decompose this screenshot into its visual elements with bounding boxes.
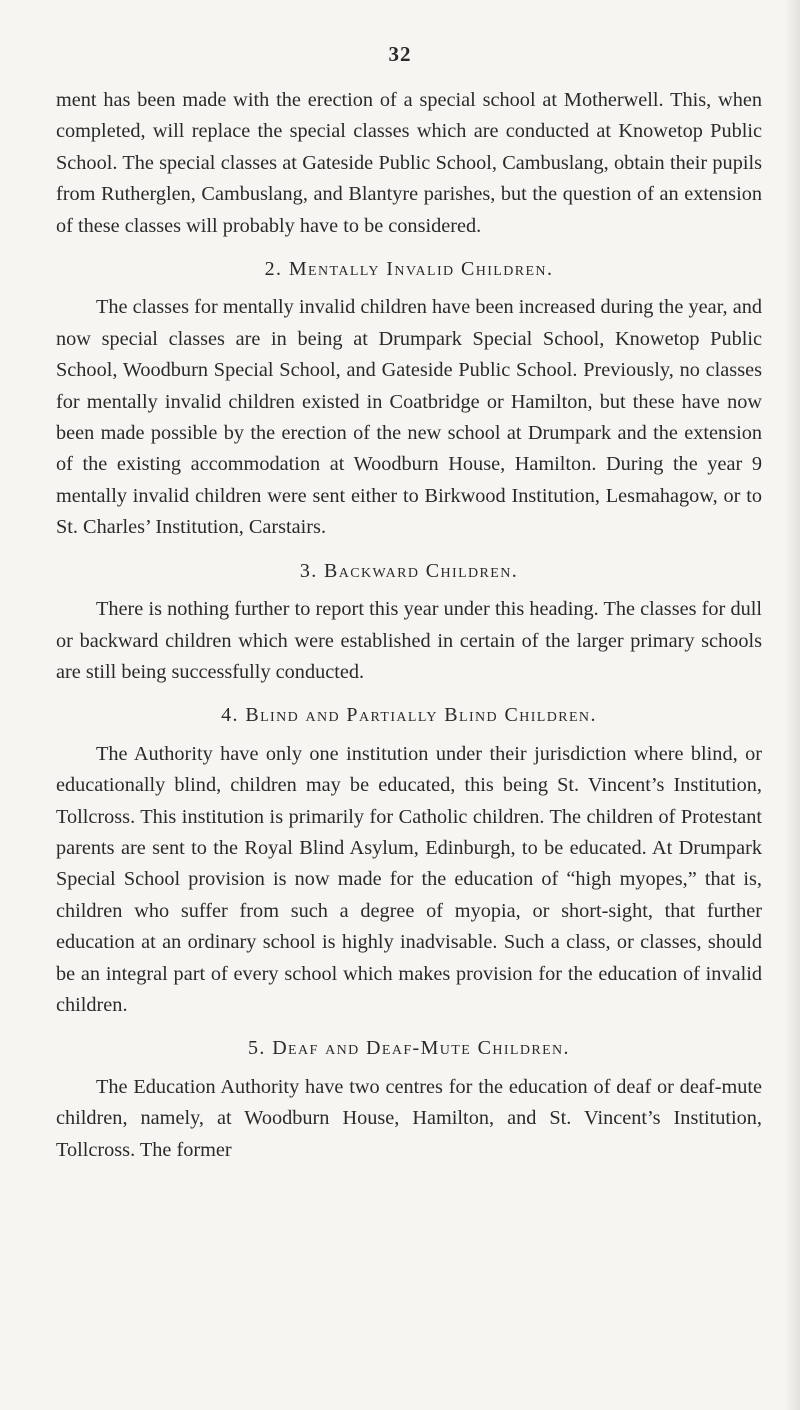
heading-deaf-children: 5. Deaf and Deaf-Mute Children. [248, 1037, 570, 1060]
heading-backward-children: 3. Backward Children. [299, 559, 519, 582]
paragraph-continuation: ment has been made with the erection of a special school at Motherwell. This, when completed, will replace the special classes which are conducted at Knowetop Public School. The special classes at Gateside Public School, Cambuslang, obtain their pupils from Rutherglen, Cambuslang, and Blantyre parishes, but the question of an extension of these classes will probably have to be considered. [56, 89, 762, 237]
paragraph-blind-children: The Authority have only one institution under their jurisdiction where blind, or educationally blind, children may be educated, this being St. Vincent’s Institution, Tollcross. This institution is primarily for Catholic children. The children of Protestant parents are sent to the Royal Blind Asylum, Edinburgh, to be educated. At Drumpark Special School provision is now made for the education of “high myopes,” that is, children who suffer from such a degree of myopia, or short-sight, that further education at an ordinary school is highly inadvisable. Such a class, or classes, should be an integral part of every school which makes provision for the education of invalid children. [56, 742, 762, 1016]
paragraph-mentally-invalid-children: The classes for mentally invalid children have been increased during the year, and now special classes are in being at Drumpark Special School, Knowetop Public School, Woodburn Special School, and Gateside Public School. Previously, no classes for mentally invalid children existed in Coatbridge or Hamilton, but these have now been made possible by the erection of the new school at Drumpark and the extension of the existing accommodation at Woodburn House, Hamilton. During the year 9 mentally invalid children were sent either to Birkwood Institution, Lesmahagow, or to St. Charles’ Institution, Carstairs. [56, 296, 762, 539]
heading-mentally-invalid-children: 2. Mentally Invalid Children. [264, 258, 554, 281]
page-number: 32 [388, 42, 412, 66]
heading-blind-children: 4. Blind and Partially Blind Children. [221, 704, 597, 727]
page-edge-shadow [784, 0, 800, 1410]
paragraph-deaf-children: The Education Authority have two centres for the education of deaf or deaf-mute children, namely, at Woodburn House, Hamilton, and St. Vincent’s Institution, Tollcross. The former [56, 1075, 762, 1161]
paragraph-backward-children: There is nothing further to report this year under this heading. The classes for dull or backward children which were established in certain of the larger primary schools are still being successfully conducted. [56, 598, 762, 683]
body-text [56, 85, 762, 1166]
